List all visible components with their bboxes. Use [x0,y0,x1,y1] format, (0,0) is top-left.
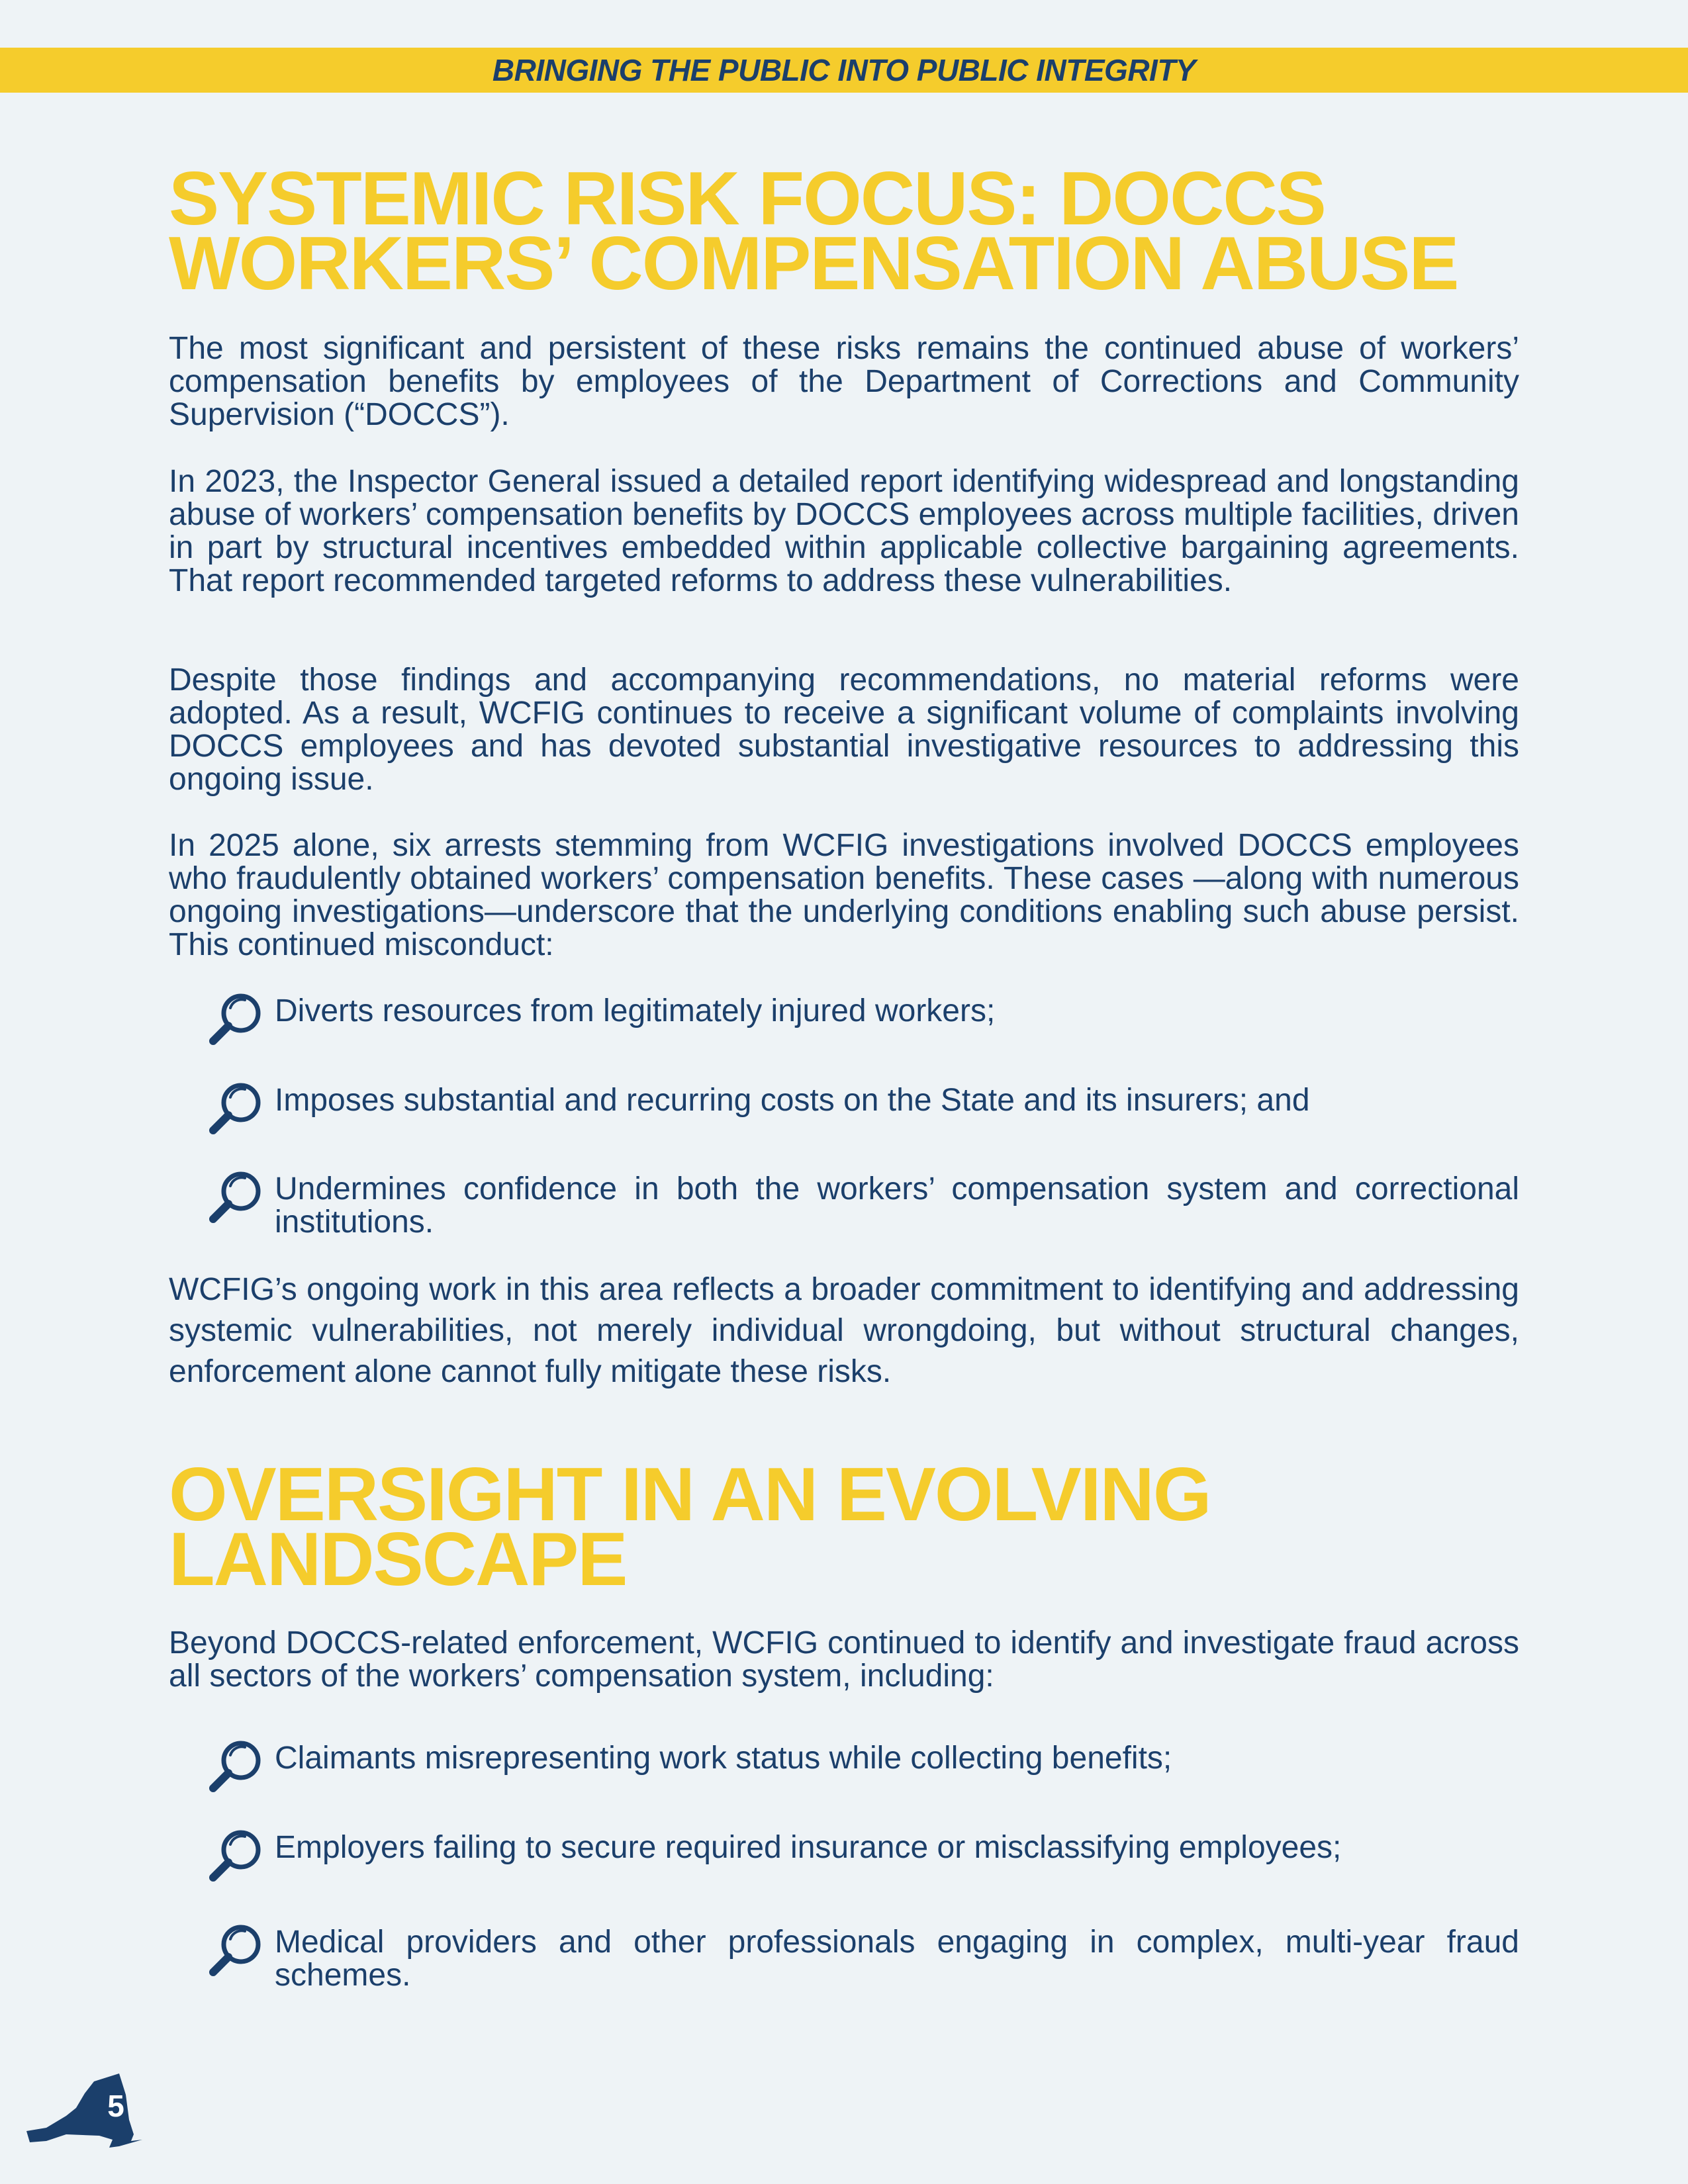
magnifier-icon [205,1735,263,1794]
list-item [205,1831,1519,1883]
banner-text: BRINGING THE PUBLIC INTO PUBLIC INTEGRITY [492,53,1196,87]
paragraph-2: In 2023, the Inspector General issued a detailed report identifying widespread and longstanding abuse of workers’ compensation benefits by DOCCS employees across multiple facilities, driven in part by structural incentives embedded within applicable collective bargaining agreements. That report recommended targeted reforms to address these vulnerabilities. [169,464,1519,598]
list-item-text: Imposes substantial and recurring costs on the State and its insurers; and [275,1083,1310,1118]
magnifier-icon [205,988,263,1046]
list-item [205,1173,1519,1239]
page-number: 5 [107,2089,124,2123]
list-item-text: Medical providers and other professionals engaging in complex, multi-year fraud schemes. [275,1925,1519,1993]
list-item-text: Undermines confidence in both the workers’ compensation system and correctional institutions. [275,1171,1519,1240]
list-item [205,1084,1519,1136]
paragraph-3: Despite those findings and accompanying recommendations, no material reforms were adopted. As a result, WCFIG continues to receive a significant volume of complaints involving DOCCS employees and has devoted substantial investigative resources to addressing this ongoing issue. [169,662,1519,797]
page-number-badge [20,2068,146,2154]
paragraph-1: The most significant and persistent of these risks remains the continued abuse of workers’ compensation benefits by employees of the Department of Corrections and Community Supervision (“DOCCS”). [169,331,1519,432]
list-item [205,995,1519,1046]
closing-paragraph: WCFIG’s ongoing work in this area reflects a broader commitment to identifying and addressing systemic vulnerabilities, not merely individual wrongdoing, but without structural changes, enforcement alone cannot fully mitigate these risks. [169,1272,1519,1389]
section2-intro: Beyond DOCCS-related enforcement, WCFIG continued to identify and investigate fraud across all sectors of the workers’ compensation system, including: [169,1625,1519,1694]
magnifier-icon [205,1077,263,1136]
paragraph-4: In 2025 alone, six arrests stemming from WCFIG investigations involved DOCCS employees who fraudulently obtained workers’ compensation benefits. These cases —along with numerous ongoing investigations—underscore that the underlying conditions enabling such abuse persist. This continued misconduct: [169,828,1519,962]
magnifier-icon [205,1166,263,1224]
list-item [205,1742,1519,1794]
magnifier-icon [205,1919,263,1978]
magnifier-icon [205,1825,263,1883]
list-item-text: Claimants misrepresenting work status while collecting benefits; [275,1741,1172,1776]
section-title-systemic-risk: SYSTEMIC RISK FOCUS: DOCCS WORKERS’ COMPENSATION ABUSE [169,157,1458,306]
section-title-oversight: OVERSIGHT IN AN EVOLVING LANDSCAPE [169,1453,1211,1602]
list-item [205,1926,1519,1992]
list-item-text: Employers failing to secure required insurance or misclassifying employees; [275,1830,1342,1865]
list-item-text: Diverts resources from legitimately injured workers; [275,993,996,1028]
header-banner [0,48,1688,93]
